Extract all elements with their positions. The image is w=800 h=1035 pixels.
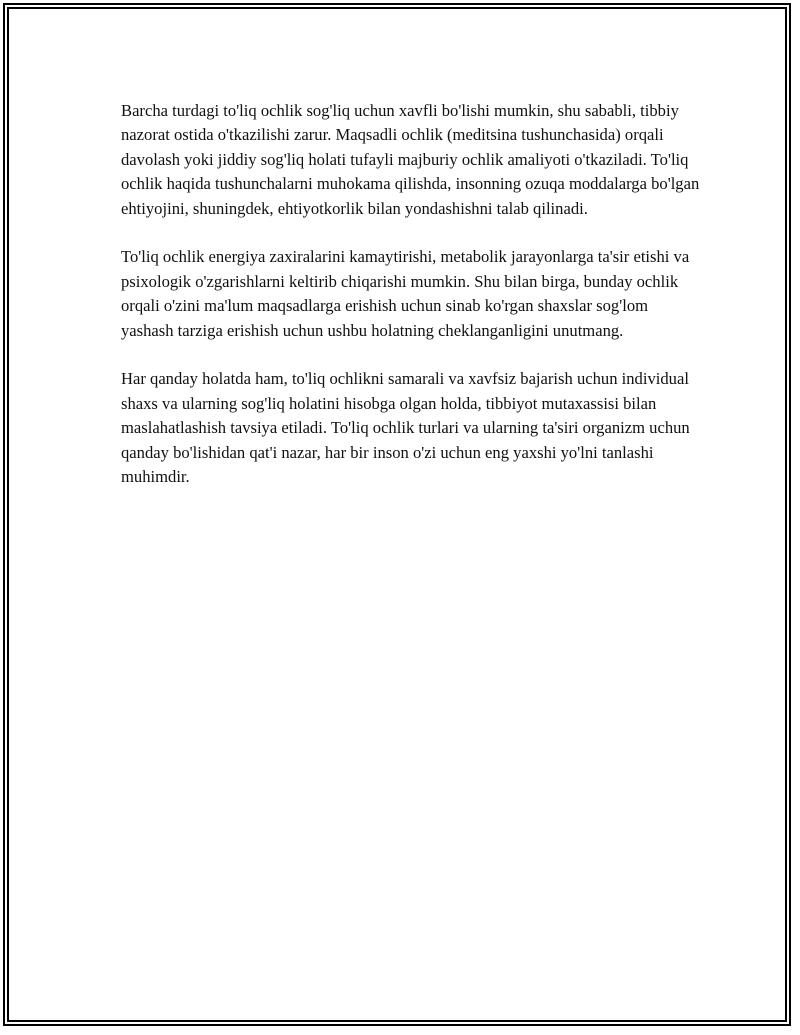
paragraph-1: Barcha turdagi to'liq ochlik sog'liq uchun xavfli bo'lishi mumkin, shu sababli, tibbiy nazorat ostida o'tkazilishi zarur. Maqsadli ochlik (meditsina tushunchasida) orqali davolash yoki jiddiy sog'liq holati tufayli majburiy ochlik amaliyoti o'tkaziladi. To'liq ochlik haqida tushunchalarni muhokama qilishda, insonning ozuqa moddalarga bo'lgan ehtiyojini, shuningdek, ehtiyotkorlik bilan yondashishni talab qilinadi. bbox=[121, 101, 700, 218]
paragraph-2: To'liq ochlik energiya zaxiralarini kamaytirishi, metabolik jarayonlarga ta'sir etishi va psixologik o'zgarishlarni keltirib chiqarishi mumkin. Shu bilan birga, bunday ochlik orqali o'zini ma'lum maqsadlarga erishish uchun sinab ko'rgan shaxslar sog'lom yashash tarziga erishish uchun ushbu holatning cheklanganligini unutmang. bbox=[121, 247, 690, 340]
page-frame bbox=[3, 3, 791, 1026]
document-body bbox=[121, 99, 701, 514]
paragraph-3: Har qanday holatda ham, to'liq ochlikni samarali va xavfsiz bajarish uchun individual shaxs va ularning sog'liq holatini hisobga olgan holda, tibbiyot mutaxassisi bilan maslahatlashish tavsiya etiladi. To'liq ochlik turlari va ularning ta'siri organizm uchun qanday bo'lishidan qat'i nazar, har bir inson o'zi uchun eng yaxshi yo'lni tanlashi muhimdir. bbox=[121, 369, 690, 487]
